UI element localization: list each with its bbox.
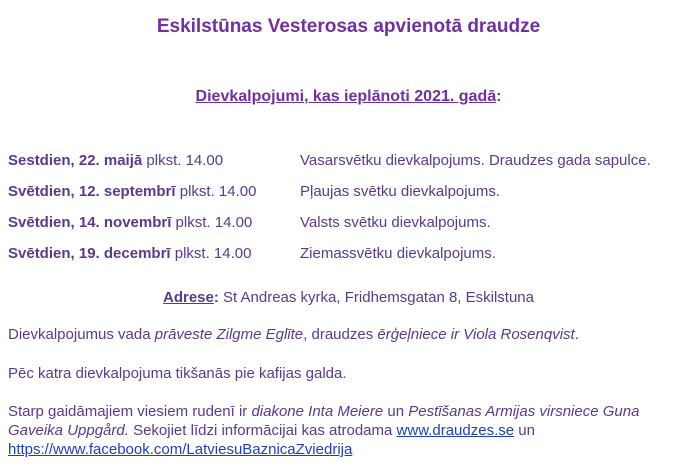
guests-paragraph xyxy=(8,402,694,459)
facebook-link[interactable]: https://www.facebook.com/LatviesuBaznicaZviedrija xyxy=(8,441,353,458)
schedule-row xyxy=(8,183,697,214)
clergy-text: Dievkalpojumus vada xyxy=(8,326,155,343)
clergy-text: . xyxy=(574,326,579,343)
schedule-heading-colon: : xyxy=(496,88,502,105)
schedule-time: plkst. 14.00 xyxy=(175,183,257,200)
guests-text: un xyxy=(514,422,535,439)
guests-text: un xyxy=(383,403,409,420)
draudzes-link[interactable]: www.draudzes.se xyxy=(396,422,515,439)
address-line xyxy=(0,289,697,306)
schedule-day: Sestdien, 22. maijā xyxy=(8,152,143,169)
address-value: St Andreas kyrka, Fridhemsgatan 8, Eskilstuna xyxy=(218,289,534,306)
schedule-date xyxy=(8,183,256,200)
schedule-day: Svētdien, 12. septembrī xyxy=(8,183,176,200)
schedule-time: plkst. 14.00 xyxy=(142,152,224,169)
schedule-event: Ziemassvētku dievkalpojums. xyxy=(300,245,496,262)
address-label: Adrese xyxy=(162,289,214,306)
schedule-day: Svētdien, 19. decembrī xyxy=(8,245,171,262)
schedule-time: plkst. 14.00 xyxy=(171,214,253,231)
page-title: Eskilstūnas Vesterosas apvienotā draudze xyxy=(156,16,541,37)
schedule-event: Vasarsvētku dievkalpojums. Draudzes gada sapulce. xyxy=(300,152,651,169)
clergy-text: , draudzes xyxy=(303,326,378,343)
schedule-date xyxy=(8,152,223,169)
schedule-row xyxy=(8,152,697,183)
pastor-name: prāveste Zilgme Eglīte xyxy=(154,326,304,343)
guests-text: Sekojiet līdzi informācijai kas atrodama xyxy=(128,422,397,439)
schedule-date xyxy=(8,214,252,231)
schedule-date xyxy=(8,245,251,262)
schedule-list xyxy=(8,152,697,276)
schedule-event: Pļaujas svētku dievkalpojums. xyxy=(300,183,501,200)
schedule-event: Valsts svētku dievkalpojums. xyxy=(300,214,491,231)
coffee-paragraph: Pēc katra dievkalpojuma tikšanās pie kafijas galda. xyxy=(8,365,347,382)
clergy-paragraph xyxy=(8,325,694,344)
address-colon: : xyxy=(213,289,219,306)
schedule-time: plkst. 14.00 xyxy=(170,245,252,262)
schedule-row xyxy=(8,214,697,245)
organist-name: ērģeļniece ir Viola Rosenqvist xyxy=(377,326,575,343)
schedule-row xyxy=(8,245,697,276)
guests-text: Starp gaidāmajiem viesiem rudenī ir xyxy=(8,403,252,420)
guest-officer: Pestīšanas Armijas virsniece Guna Gaveika Uppgård. xyxy=(8,403,640,439)
guest-deacon: diakone Inta Meiere xyxy=(251,403,384,420)
schedule-heading-text: Dievkalpojumi, kas ieplānoti 2021. gadā xyxy=(195,88,497,105)
schedule-heading xyxy=(0,88,697,106)
schedule-day: Svētdien, 14. novembrī xyxy=(8,214,172,231)
